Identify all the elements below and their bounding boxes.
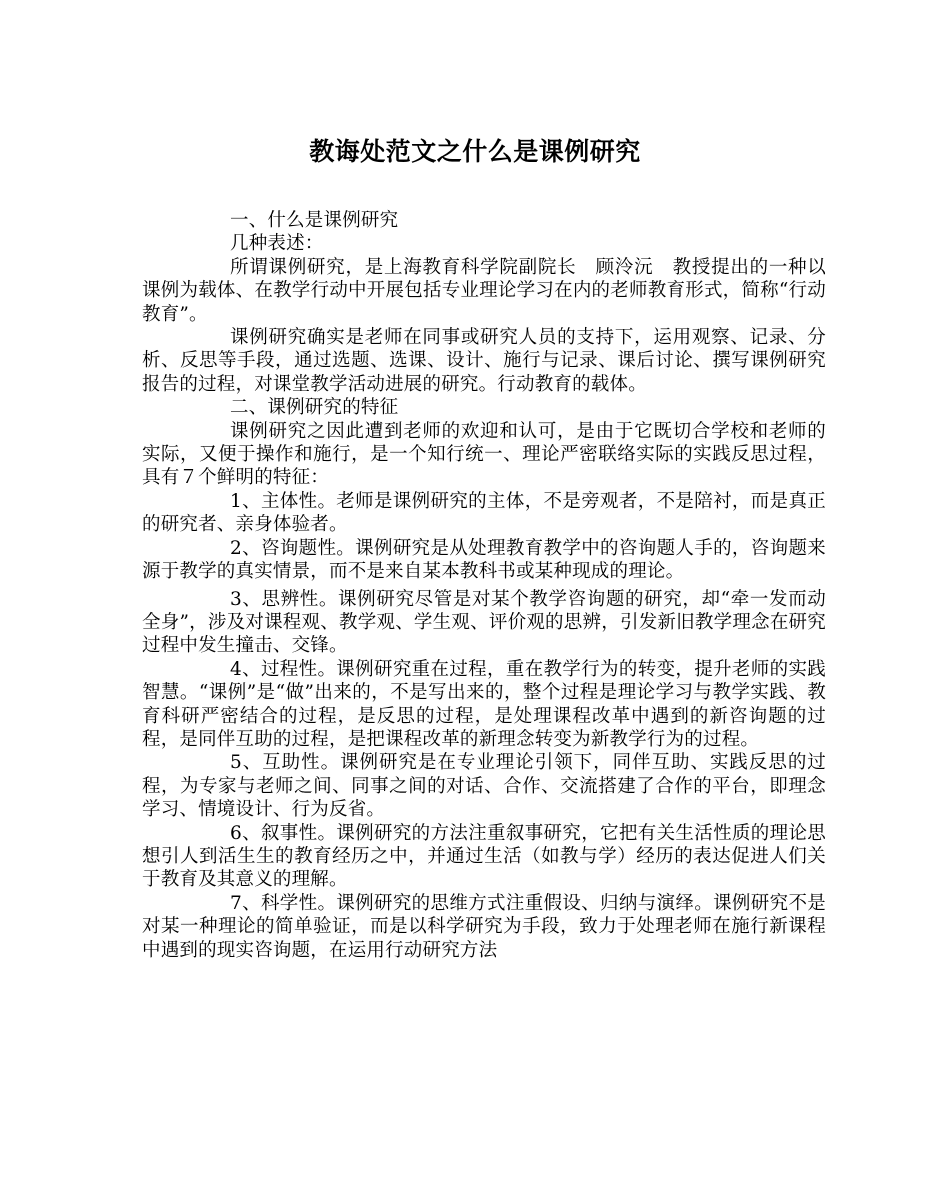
paragraph-subheading: 几种表述： [230, 233, 324, 255]
paragraph-intro: 课例研究之因此遭到老师的欢迎和认可，是由于它既切合学校和老师的实际，又便于操作和施行，是一个知行统一、理论严密联络实际的实践反思过程，具有７个鲜明的特征： [142, 420, 826, 489]
feature-item-1: 1、主体性。老师是课例研究的主体，不是旁观者，不是陪衬，而是真正的研究者、亲身体验者。 [142, 490, 826, 536]
document-body [142, 209, 826, 962]
paragraph-definition-1: 所谓课例研究，是上海教育科学院副院长 顾泠沅 教授提出的一种以课例为载体、在教学行动中开展包括专业理论学习在内的老师教育形式，简称“行动教育”。 [142, 256, 826, 325]
feature-item-4: 4、过程性。课例研究重在过程，重在教学行为的转变，提升老师的实践智慧。“课例”是“做”出来的，不是写出来的，整个过程是理论学习与教学实践、教育科研严密结合的过程，是反思的过程，是处理课程改革中遇到的新咨询题的过程，是同伴互助的过程，是把课程改革的新理念转变为新教学行为的过程。 [142, 658, 826, 750]
feature-item-3: 3、思辨性。课例研究尽管是对某个教学咨询题的研究，却“牵一发而动全身”，涉及对课程观、教学观、学生观、评价观的思辨，引发新旧教学理念在研究过程中发生撞击、交锋。 [142, 588, 826, 657]
paragraph-definition-2: 课例研究确实是老师在同事或研究人员的支持下，运用观察、记录、分析、反思等手段，通过选题、选课、设计、施行与记录、课后讨论、撰写课例研究报告的过程，对课堂教学活动进展的研究。行动教育的载体。 [142, 327, 826, 395]
feature-item-6: 6、叙事性。课例研究的方法注重叙事研究，它把有关生活性质的理论思想引人到活生生的教育经历之中，并通过生活（如教与学）经历的表达促进人们关于教育及其意义的理解。 [142, 822, 826, 891]
section-heading-1: 一、什么是课例研究 [230, 210, 399, 231]
feature-item-5: 5、互助性。课例研究是在专业理论引领下，同伴互助、实践反思的过程，为专家与老师之间、同事之间的对话、合作、交流搭建了合作的平台，即理念学习、情境设计、行为反省。 [142, 752, 826, 821]
section-heading-2: 二、课例研究的特征 [230, 397, 399, 419]
document-title: 教诲处范文之什么是课例研究 [309, 137, 641, 166]
feature-item-7: 7、科学性。课例研究的思维方式注重假设、归纳与演绎。课例研究不是对某一种理论的简单验证，而是以科学研究为手段，致力于处理老师在施行新课程中遇到的现实咨询题，在运用行动研究方法 [142, 892, 826, 961]
feature-item-2: 2、咨询题性。课例研究是从处理教育教学中的咨询题人手的，咨询题来源于教学的真实情景，而不是来自某本教科书或某种现成的理论。 [142, 537, 826, 583]
